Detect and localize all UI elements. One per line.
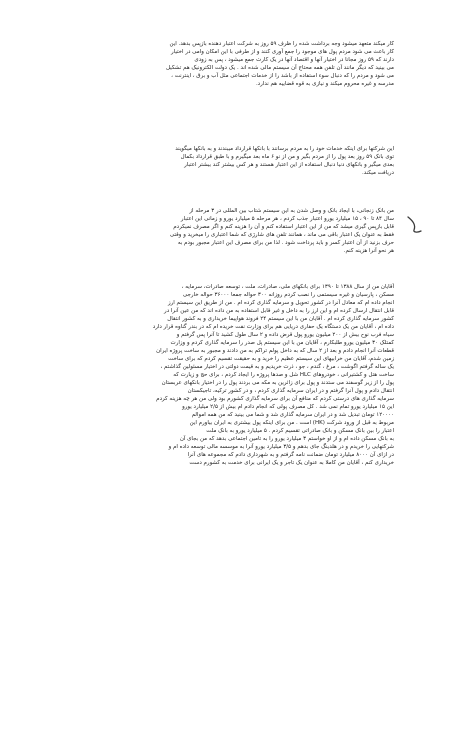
text-line: به بانک مسکن داده ام و از او خواستم ۳ میلیارد یورو را به تامین اجتماعی بدهد که من بجای آن — [179, 436, 394, 442]
text-line: یک ساله گرفتم اگوشت ، مرغ ، گندم ، جو ، ذرت خریدیم و به قیمت دولتی در اختیار مسئولین گذاشتم ، — [160, 364, 394, 370]
text-line: من بانک زنجانی، با ایجاد بانک و وصل شدن به این سیستم شتاب بین المللی در ۳ مرحله از — [189, 208, 394, 214]
text-line: قابل بازپس گیری میشد که من از این اعتبار استفاده کنم و آن را هزینه کنم و اگر مصرف نمیکردم — [173, 224, 394, 230]
text-line: شرکتهایی را خریدم و در هلدینگ جای بدهم و ۳/۵ میلیارد یورو آنرا به موسسه مالی توسعه داده ام و — [168, 444, 394, 450]
text-line: قطعات آنرا انجام دادم و بعد از ۲ سال که به داخل پولم تراکم به من دادند و مجبور به ساخت پروژه ایران — [156, 348, 394, 354]
text-line: دریافت میکند. — [361, 170, 394, 176]
paragraph-1 — [58, 40, 394, 88]
text-line: آقایان من از سال ۱۳۸۸ تا ۱۳۹۰ برای بانکهای ملی، صادرات، ملت ، توسعه صادرات، سرمایه ، — [181, 284, 394, 290]
text-line: دارند که ۵۹ روز مجانا در اختیار آنها و اقتصاد آنها در یک کارت جمع میشود ، پس به زودی — [194, 57, 394, 63]
text-line: سرمایه گذاری های درستی کردم که منافع آن برای سرمایه گذاری کشورم بود ولی من هر چه هزینه کردم — [156, 396, 394, 402]
text-line: مسکن ، پارسیان و غیره سیستمی را نصب کردم روزانه ۳۰۰ حواله جمعا ۳۶۰۰۰ حواله خارجی — [182, 292, 394, 298]
text-line: حرف بزنید از آن اعتبار کسر و باید پرداخت شود . لذا من برای مصرف این اعتبار مجبور بودم به — [177, 240, 394, 246]
paragraph-3 — [58, 207, 394, 255]
text-line: کشور سرمایه گذاری کرده ام . آقایان من با این سیستم ۲۴ فروند هواپیما خریداری و به کشور انتقال — [167, 316, 394, 322]
text-line: اعتبار را بین بانک مسکن و بانک صادراتی تقسیم کردم . ۵ میلیارد یورو به بانک ملت — [206, 428, 394, 434]
text-line: می شود و مردم را که دنبال سوء استفاده از باشد را از خدمات اجتماعی مثل آب و برق ، اینترنت ، — [171, 73, 394, 79]
text-line: خریداری کنم ، آقایان من کاملا به عنوان یک تاجر و یک ایرانی برای خدمت به کشورم دست — [189, 460, 394, 466]
text-line: مدرسه و غیره محروم میکند و نیازی به قوه قضاییه هم ندارد. — [255, 81, 394, 87]
text-line: این شرکتها برای اینکه خدمات خود را به مردم برسانند با بانکها قرارداد میبندند و به بانکها میگویند — [175, 146, 394, 152]
text-line: کمتلک ۳۰ میلیون یورو طلبکارم ، آقایان من با این سیستم پل صدر را سرمایه گذاری کردم و وزارت — [170, 340, 394, 346]
text-line: داده ام ، آقایان من یک دستگاه یک حفاری دریایی هم برای وزارت نفت خریده ام که در بندر گناوه قرار دارد — [152, 324, 394, 330]
text-line: فقط به عنوان یک اعتبار باقی می ماند ، همانند تلفن های شارژی که شما اعتباری را میخرید و وقتی — [169, 232, 394, 238]
paragraph-4 — [58, 283, 394, 467]
text-line: در ازای آن ۸۰۰۰ میلیارد تومان ضمانت نامه گرفتم و به شهرداری دادم که مجموعه های آنرا — [187, 452, 394, 458]
text-line: کار میکند متعهد میشود وجه برداشت شده را ظرف ۵۹ روز به شرکت اعتبار دهنده بازپس بدهد. این — [169, 41, 394, 47]
handwritten-mark-icon — [404, 213, 426, 235]
text-line: سال ۸۴ تا ۹۰ ، ۱۵ میلیارد یورو اعتبار جذب کردم ، هر مرحله ۵ میلیارد یورو و زمانی این اعتبار — [180, 216, 394, 222]
text-line: سیاه فرب نوح بیش از ۲۰۰ میلیون یورو پول قرض داده و ۲ سال طول کشید تا آنرا پس گرفتم و — [176, 332, 394, 338]
text-line: ۱۲۰۰۰۰ تومان تبدیل شد و در ایران سرمایه گذاری شد و شما می بینید که من همه اموالم — [191, 412, 394, 418]
text-line: قابل انتقال ارسال کرده ام و این ارز را به داخل و غیر قابل استفاده به من داده اند که من عین آنرا در — [164, 308, 394, 314]
text-line: پول را از زیر گوسفند می ستدند و پول برای زائرین به مکه می بردند پول را در اختیار بانکهای عربستان — [161, 380, 394, 386]
text-line: هر نحو آنرا هزینه کنم. — [343, 248, 394, 254]
text-line: ساخت هتل و کشتیرانی ، خودروهای HLC شل و صدها پروژه را ایجاد کردم ، برای حج و زیارت که — [173, 372, 394, 378]
text-line: توی بانک ۵۹ روز بعد پول را از مردم بگیر و من از نو ۶ ماه بعد میگیرم و با طبق قرارداد بکمال — [180, 154, 394, 160]
text-line: این ۱۵ میلیارد یورو تمام نمی شد . کل مصرف پولی که انجام دادم ام بیش از ۲/۵ میلیارد یورو — [182, 404, 394, 410]
text-line: بعدی میگیر و بانکهای دنیا دنبال استفاده از این اعتبار هستند و هر کس بیشتر کند بیشتر اعتبار — [184, 162, 394, 168]
text-line: کار باعث می شود مردم پول های موجود را جمع آوری کنند و از طرفی با این امکان وامی در اختیار — [171, 49, 394, 55]
text-line: زمین شدم، آقایان من خرابیهای این سیستم عظیم را خرید و به حقیقت تقسیم کردم که برای ساخت — [168, 356, 394, 362]
text-line: انجام داده ام که معادل آنرا در کشور تحویل و سرمایه گذاری کرده ام . من از طریق این سیستم ارز — [167, 300, 394, 306]
paragraph-2 — [58, 145, 394, 177]
text-line: می بینید که دیگر مانند آن تلفن همه محتاج آن سیستم مالی شده اند . یک دولت الکترونیک هم تشکیل — [166, 65, 394, 71]
text-line: انتقال دادم و پول آنرا گرفتم و در ایران سرمایه گذاری کردم ، و در کشور ترکیه، تاجیکستان — [187, 388, 394, 394]
text-line: مربوط به قبل از ورود شرکت (HK) است . من برای اینکه پول بیشتری به ایران بیاورم این — [189, 420, 394, 426]
